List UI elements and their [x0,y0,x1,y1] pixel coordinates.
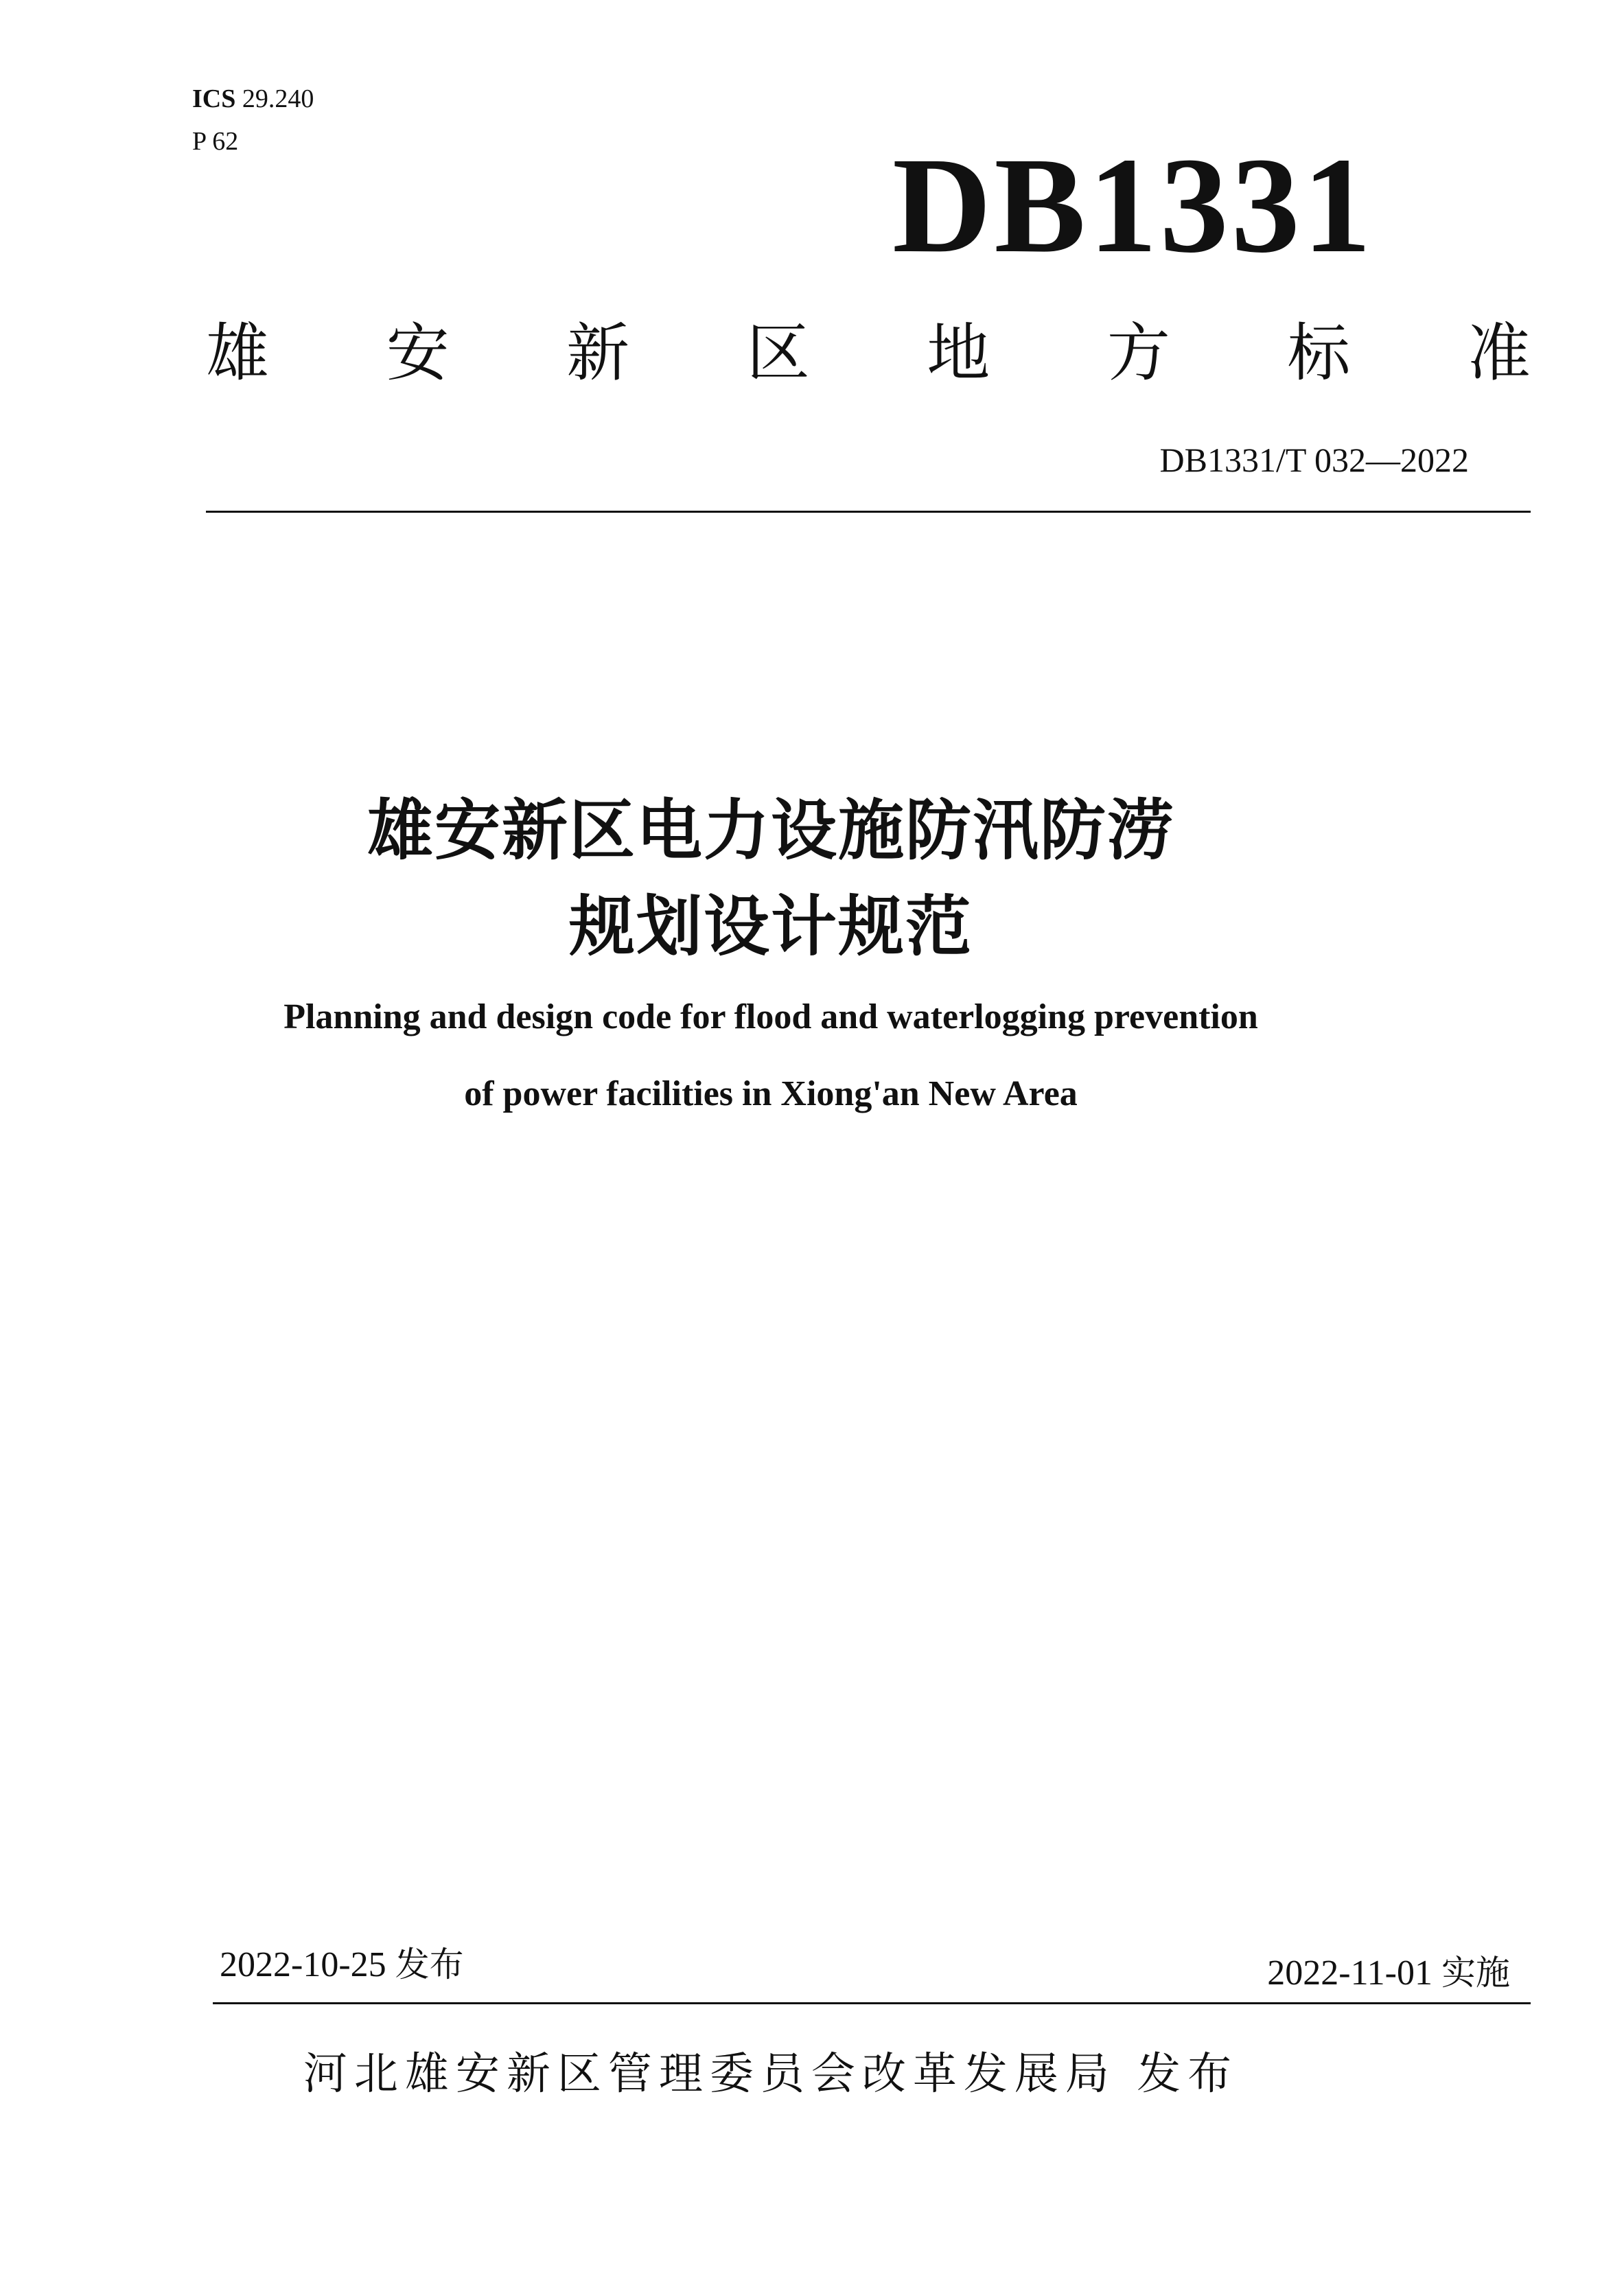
publisher-name: 河北雄安新区管理委员会改革发展局 [303,2049,1116,2100]
title-chinese-line-1: 雄安新区电力设施防汛防涝 [367,792,1174,869]
ics-number: 29.240 [242,84,314,113]
standard-type-char: 安 [386,316,450,390]
publisher-label: 发布 [1137,2049,1239,2100]
title-english-line-1: Planning and design code for flood and waterlogging prevention [283,997,1258,1036]
header-divider [206,511,1531,513]
title-chinese-line-2: 规划设计规范 [569,888,973,965]
db-standard-code: DB1331 [892,130,1374,281]
implementation-date-value: 2022-11-01 [1267,1953,1432,1993]
implementation-date [1030,1951,1510,1995]
ics-label: ICS [192,84,236,113]
standard-type-char: 新 [566,316,630,390]
standard-type-char: 标 [1287,316,1351,390]
ics-code [192,84,314,114]
standard-type-char: 区 [746,316,810,390]
issue-date-value: 2022-10-25 [220,1945,386,1984]
standard-type-char: 方 [1106,316,1170,390]
standard-type-char: 地 [927,316,990,390]
standard-number: DB1331/T 032—2022 [1159,441,1469,479]
standard-type-heading [206,316,1531,391]
standard-type-char: 雄 [206,316,270,390]
implementation-label: 实施 [1441,1953,1510,1993]
classification-code: P 62 [192,127,239,156]
title-english-line-2: of power facilities in Xiong'an New Area [464,1074,1078,1113]
publisher [0,2047,1624,2102]
footer-divider [213,2002,1531,2004]
standard-type-char: 准 [1467,316,1531,390]
issue-date [220,1943,464,1987]
issue-label: 发布 [395,1945,464,1984]
